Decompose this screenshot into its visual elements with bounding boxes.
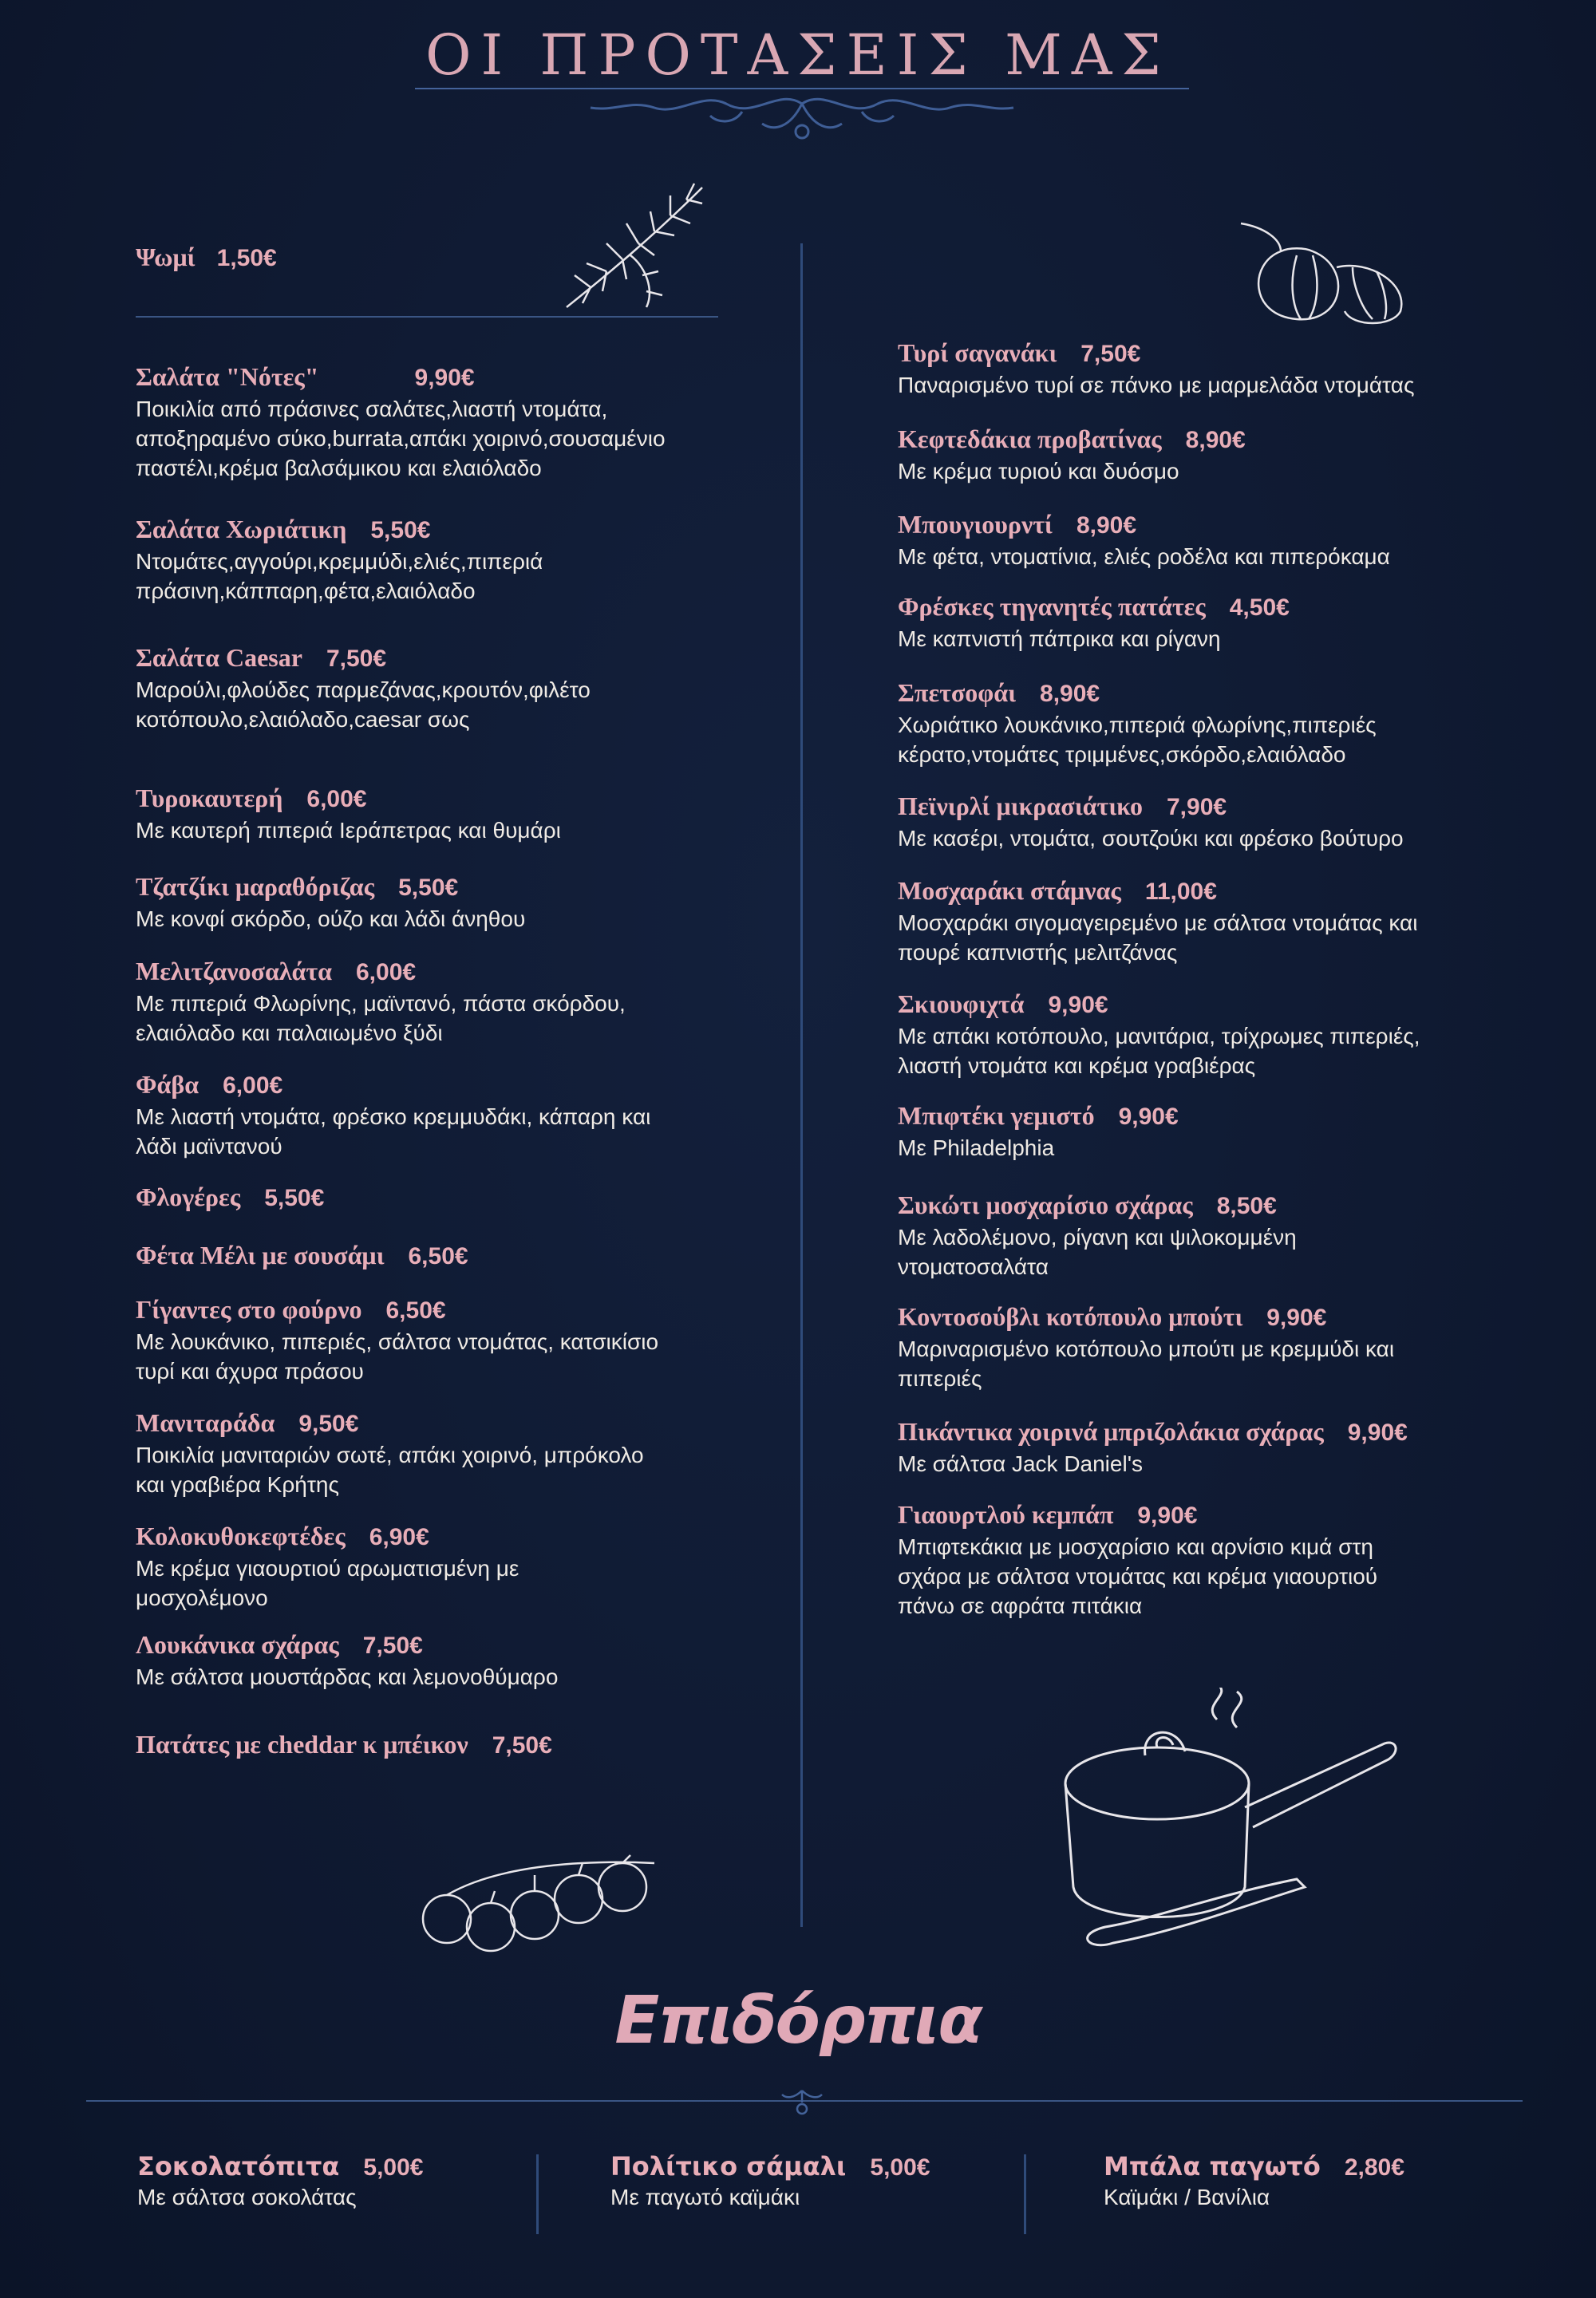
item-name: Γίγαντες στο φούρνο xyxy=(136,1295,362,1324)
menu-item xyxy=(898,1498,1520,1621)
item-description: Με Philadelphia xyxy=(898,1135,1055,1160)
item-price: 5,00€ xyxy=(363,2154,424,2181)
item-name: Πολίτικο σάμαλι xyxy=(610,2151,847,2182)
item-price: 9,90€ xyxy=(1048,992,1108,1018)
item-price: 6,50€ xyxy=(385,1297,446,1324)
item-name: Μπιφτέκι γεμιστό xyxy=(898,1101,1095,1130)
menu-item xyxy=(136,782,742,845)
item-name: Φάβα xyxy=(136,1070,200,1099)
item-price: 6,00€ xyxy=(306,786,367,812)
item-name: Πεϊνιρλί μικρασιάτικο xyxy=(898,792,1143,820)
item-name: Πικάντικα χοιρινά μπριζολάκια σχάρας xyxy=(898,1417,1324,1446)
item-description: Με φέτα, ντοματίνια, ελιές ροδέλα και πιπερόκαμα xyxy=(898,544,1390,569)
item-price: 6,00€ xyxy=(223,1072,283,1099)
bread-rule xyxy=(136,316,718,318)
item-price: 2,80€ xyxy=(1344,2154,1404,2181)
item-description: Με καπνιστή πάπρικα και ρίγανη xyxy=(898,626,1221,651)
item-description: Ντομάτες,αγγούρι,κρεμμύδι,ελιές,πιπεριά πράσινη,κάππαρη,φέτα,ελαιόλαδο xyxy=(136,549,543,603)
item-name: Φλογέρες xyxy=(136,1183,241,1211)
item-price: 6,90€ xyxy=(369,1524,429,1550)
rosemary-sketch-icon xyxy=(559,180,710,315)
item-name: Φέτα Μέλι με σουσάμι xyxy=(136,1241,385,1269)
item-description: Με παγωτό καϊμάκι xyxy=(610,2185,800,2209)
item-description: Με σάλτσα Jack Daniel's xyxy=(898,1451,1144,1476)
item-description: Με απάκι κοτόπουλο, μανιτάρια, τρίχρωμες πιπεριές, λιαστή ντομάτα και κρέμα γραβιέρας xyxy=(898,1024,1420,1078)
item-name: Μπάλα παγωτό xyxy=(1104,2151,1321,2182)
item-name: Φρέσκες τηγανητές πατάτες xyxy=(898,592,1206,621)
flourish-ornament-icon xyxy=(583,88,1021,152)
menu-item xyxy=(898,423,1520,486)
item-price: 4,50€ xyxy=(1229,594,1290,621)
item-description: Με λιαστή ντομάτα, φρέσκο κρεμμυδάκι, κάπαρη και λάδι μαϊντανού xyxy=(136,1104,651,1159)
item-name: Τζατζίκι μαραθόριζας xyxy=(136,872,375,901)
item-name: Συκώτι μοσχαρίσιο σχάρας xyxy=(898,1190,1193,1219)
item-name: Γιαουρτλού κεμπάπ xyxy=(898,1500,1114,1529)
page-title: ΟΙ ΠΡΟΤΑΣΕΙΣ ΜΑΣ xyxy=(425,22,1171,88)
menu-item xyxy=(898,677,1520,769)
item-description: Με κρέμα γιαουρτιού αρωματισμένη με μοσχολέμονο xyxy=(136,1556,519,1610)
menu-item xyxy=(136,1068,742,1161)
item-price: 6,00€ xyxy=(356,959,417,985)
small-flourish-icon xyxy=(778,2087,826,2118)
item-name: Πατάτες με cheddar κ μπέικον xyxy=(136,1730,468,1759)
item-description: Καϊμάκι / Βανίλια xyxy=(1104,2185,1270,2209)
item-description: Με πιπεριά Φλωρίνης, μαϊντανό, πάστα σκόρδου, ελαιόλαδο και παλαιωμένο ξύδι xyxy=(136,991,626,1045)
item-description: Με σάλτσα σοκολάτας xyxy=(137,2185,357,2209)
dessert-item xyxy=(137,2150,504,2212)
item-name: Μανιταράδα xyxy=(136,1408,275,1437)
dessert-divider xyxy=(536,2154,539,2234)
menu-item xyxy=(136,642,742,734)
item-price: 11,00€ xyxy=(1144,879,1217,905)
item-name: Μελιτζανοσαλάτα xyxy=(136,957,332,985)
item-price: 5,00€ xyxy=(870,2154,930,2181)
item-description: Μπιφτεκάκια με μοσχαρίσιο και αρνίσιο κιμά στη σχάρα με σάλτσα ντομάτας και κρέμα γιαουρτιού πάνω σε αφράτα πιτάκια xyxy=(898,1534,1378,1618)
menu-item xyxy=(898,1416,1520,1479)
item-description: Με κρέμα τυριού και δυόσμο xyxy=(898,459,1179,484)
item-name: Κοντοσούβλι κοτόπουλο μπούτι xyxy=(898,1302,1243,1331)
item-price: 9,90€ xyxy=(1266,1305,1327,1331)
item-price: 7,50€ xyxy=(362,1633,423,1659)
menu-item xyxy=(136,513,742,606)
item-price: 5,50€ xyxy=(398,875,459,901)
menu-item xyxy=(898,790,1520,853)
item-price: 9,90€ xyxy=(1118,1104,1179,1130)
item-description: Ποικιλία από πράσινες σαλάτες,λιαστή ντομάτα, αποξηραμένο σύκο,burrata,απάκι χοιρινό,σουσαμένιο παστέλι,κρέμα βαλσάμικου και ελαιόλαδο xyxy=(136,397,666,480)
menu-item xyxy=(136,1181,742,1213)
item-price: 5,50€ xyxy=(264,1185,325,1211)
menu-item xyxy=(136,1629,742,1692)
item-price: 9,50€ xyxy=(298,1411,359,1437)
item-price: 9,90€ xyxy=(414,365,475,391)
item-name: Σπετσοφάι xyxy=(898,678,1017,707)
menu-item xyxy=(136,1520,742,1613)
menu-item xyxy=(136,1407,742,1499)
menu-item xyxy=(898,1301,1520,1393)
item-price: 6,50€ xyxy=(408,1243,468,1269)
item-price: 8,90€ xyxy=(1185,427,1246,453)
item-price: 5,50€ xyxy=(370,517,431,543)
item-price: 8,90€ xyxy=(1076,512,1137,539)
menu-item xyxy=(898,590,1520,653)
item-description: Ποικιλία μανιταριών σωτέ, απάκι χοιρινό, μπρόκολο και γραβιέρα Κρήτης xyxy=(136,1443,644,1497)
menu-item xyxy=(898,1189,1520,1281)
item-description: Μοσχαράκι σιγομαγειρεμένο με σάλτσα ντομάτας και πουρέ καπνιστής μελιτζάνας xyxy=(898,910,1418,965)
menu-item xyxy=(136,1728,742,1760)
item-name: Σαλάτα "Νότες" xyxy=(136,362,319,391)
menu-item xyxy=(898,988,1520,1080)
menu-item xyxy=(898,1100,1520,1163)
item-price: 7,50€ xyxy=(326,646,387,672)
item-price: 7,50€ xyxy=(492,1732,552,1759)
item-name: Σκιουφιχτά xyxy=(898,989,1025,1018)
dessert-item xyxy=(610,2150,994,2212)
menu-item xyxy=(136,1239,742,1271)
item-description: Μαριναρισμένο κοτόπουλο μπούτι με κρεμμύδι και πιπεριές xyxy=(898,1337,1395,1391)
menu-item xyxy=(136,955,742,1048)
item-price: 7,90€ xyxy=(1166,794,1227,820)
item-description: Παναρισμένο τυρί σε πάνκο με μαρμελάδα ντομάτας xyxy=(898,373,1415,397)
item-description: Χωριάτικο λουκάνικο,πιπεριά φλωρίνης,πιπεριές κέρατο,ντομάτες τριμμένες,σκόρδο,ελαιόλαδο xyxy=(898,713,1377,767)
item-name: Κολοκυθοκεφτέδες xyxy=(136,1522,346,1550)
item-description: Με καυτερή πιπεριά Ιεράπετρας και θυμάρι xyxy=(136,818,561,843)
menu-item xyxy=(136,871,742,934)
item-description: Με κασέρι, ντομάτα, σουτζούκι και φρέσκο βούτυρο xyxy=(898,826,1404,851)
menu-item xyxy=(898,337,1520,400)
item-price: 1,50€ xyxy=(216,245,277,271)
menu-item xyxy=(136,361,742,483)
item-name: Μπουγιουρντί xyxy=(898,510,1053,539)
item-price: 9,90€ xyxy=(1347,1419,1408,1446)
item-description: Με λαδολέμονο, ρίγανη και ψιλοκομμένη ντοματοσαλάτα xyxy=(898,1225,1297,1279)
dessert-item xyxy=(1104,2150,1487,2212)
dessert-divider xyxy=(1024,2154,1026,2234)
item-price: 8,50€ xyxy=(1216,1193,1277,1219)
item-description: Με κονφί σκόρδο, ούζο και λάδι άνηθου xyxy=(136,906,526,931)
item-name: Κεφτεδάκια προβατίνας xyxy=(898,424,1162,453)
column-divider xyxy=(800,243,803,1927)
menu-item xyxy=(136,1293,742,1386)
item-name: Σοκολατόπιτα xyxy=(137,2151,340,2182)
item-name: Τυροκαυτερή xyxy=(136,784,283,812)
item-description: Με λουκάνικο, πιπεριές, σάλτσα ντομάτας, κατσικίσιο τυρί και άχυρα πράσου xyxy=(136,1329,659,1384)
item-price: 9,90€ xyxy=(1137,1502,1198,1529)
saucepan-sketch-icon xyxy=(1057,1688,1400,1959)
desserts-title: Επιδόρπια xyxy=(614,1983,982,2059)
cherry-tomatoes-sketch-icon xyxy=(415,1851,670,1955)
item-price: 7,50€ xyxy=(1080,341,1141,367)
item-description: Μαρούλι,φλούδες παρμεζάνας,κρουτόν,φιλέτο κοτόπουλο,ελαιόλαδο,caesar σως xyxy=(136,677,591,732)
item-name: Σαλάτα Χωριάτικη xyxy=(136,515,347,543)
item-name: Τυρί σαγανάκι xyxy=(898,338,1057,367)
item-name: Ψωμί xyxy=(136,243,196,271)
item-description: Με σάλτσα μουστάρδας και λεμονοθύμαρο xyxy=(136,1664,559,1689)
item-price: 8,90€ xyxy=(1040,681,1100,707)
item-name: Λουκάνικα σχάρας xyxy=(136,1630,339,1659)
item-name: Σαλάτα Caesar xyxy=(136,643,302,672)
menu-item xyxy=(898,875,1520,967)
garlic-sketch-icon xyxy=(1233,219,1416,327)
item-name: Μοσχαράκι στάμνας xyxy=(898,876,1121,905)
menu-item xyxy=(898,508,1520,571)
